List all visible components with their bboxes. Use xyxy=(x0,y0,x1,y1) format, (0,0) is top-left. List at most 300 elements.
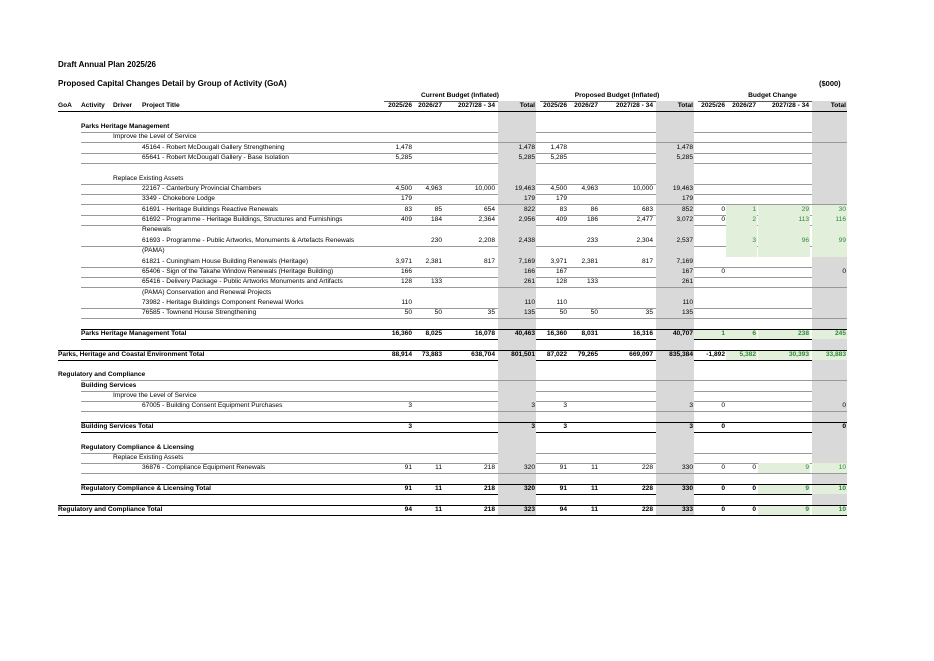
value-cell: 91 xyxy=(404,464,412,472)
project-title: 65641 - Robert McDougall Gallery - Base Isolation xyxy=(142,154,289,162)
value-cell: 3,072 xyxy=(656,215,694,225)
value-cell xyxy=(498,453,536,463)
value-cell: 133 xyxy=(586,278,598,286)
column-header: 2026/27 xyxy=(732,102,756,110)
value-cell: 94 xyxy=(559,505,567,513)
table-row xyxy=(58,298,847,308)
value-cell: 6 xyxy=(726,329,757,339)
value-cell: 3 xyxy=(408,423,412,430)
value-cell: 228 xyxy=(641,485,653,493)
value-cell: 218 xyxy=(483,464,495,472)
total-row xyxy=(58,484,847,494)
total-row xyxy=(58,422,847,432)
column-header: 2027/28 - 34 xyxy=(457,102,495,110)
table-row xyxy=(58,391,847,401)
value-cell: 852 xyxy=(656,205,694,215)
value-cell: 0 xyxy=(721,485,725,493)
project-title: 73982 - Heritage Buildings Component Renewal Works xyxy=(142,298,304,306)
value-cell: 11 xyxy=(435,485,442,493)
value-cell: 3 xyxy=(408,402,412,410)
value-cell: 1,478 xyxy=(498,143,536,153)
value-cell: 3 xyxy=(498,422,536,432)
total-label: Building Services Total xyxy=(81,423,154,430)
value-cell xyxy=(656,122,694,132)
group-current-budget: Current Budget (Inflated) xyxy=(384,91,536,102)
value-cell xyxy=(812,308,847,318)
group-label: Improve the Level of Service xyxy=(113,391,197,399)
value-cell xyxy=(656,432,694,442)
value-cell xyxy=(812,277,847,287)
value-cell: 3 xyxy=(656,422,694,432)
value-cell: 110 xyxy=(401,298,412,306)
value-cell xyxy=(758,246,810,256)
value-cell: 91 xyxy=(404,485,412,493)
value-cell xyxy=(498,174,536,184)
value-cell: 33,883 xyxy=(812,350,847,360)
value-cell: 135 xyxy=(656,308,694,318)
value-cell xyxy=(656,453,694,463)
value-cell xyxy=(812,174,847,184)
value-cell: 0 xyxy=(721,464,725,472)
value-cell: 3,971 xyxy=(395,257,412,265)
value-cell: 0 xyxy=(721,216,725,224)
column-header: 2026/27 xyxy=(418,102,442,110)
value-cell xyxy=(498,412,536,422)
value-cell xyxy=(498,132,536,142)
value-cell: 5,285 xyxy=(395,154,412,162)
value-cell: 184 xyxy=(430,216,442,224)
table-row xyxy=(58,225,847,235)
value-cell: 96 xyxy=(758,236,810,246)
value-cell: 91 xyxy=(559,464,567,472)
value-cell: 110 xyxy=(656,298,694,308)
column-header: 2027/28 - 34 xyxy=(771,102,809,110)
value-cell: 16,078 xyxy=(474,329,495,337)
project-title: 22167 - Canterbury Provincial Chambers xyxy=(142,185,262,193)
group-budget-change: Budget Change xyxy=(698,91,847,102)
value-cell: 11 xyxy=(591,464,598,472)
value-cell: 87,022 xyxy=(546,350,567,358)
value-cell: 10 xyxy=(812,505,847,515)
value-cell: 238 xyxy=(758,329,810,339)
value-cell xyxy=(656,288,694,298)
total-row xyxy=(58,505,847,515)
total-row xyxy=(58,329,847,339)
value-cell xyxy=(812,246,847,256)
value-cell xyxy=(812,184,847,194)
total-label: Regulatory Compliance & Licensing Total xyxy=(81,485,211,493)
value-cell xyxy=(656,163,694,173)
project-title: 61691 - Heritage Buildings Reactive Renewals xyxy=(142,205,278,213)
value-cell: 2,537 xyxy=(656,236,694,246)
value-cell xyxy=(498,474,536,484)
value-cell: 11 xyxy=(435,505,442,513)
table-row xyxy=(58,143,847,153)
unit-label: ($000) xyxy=(819,79,841,88)
column-header: Activity xyxy=(81,102,105,110)
value-cell: 113 xyxy=(758,215,810,225)
group-label: Building Services xyxy=(81,381,137,389)
value-cell: 10 xyxy=(812,484,847,494)
value-cell: 2,304 xyxy=(636,236,653,244)
value-cell: 30,393 xyxy=(758,350,810,360)
value-cell: 638,704 xyxy=(471,350,495,358)
value-cell: 0 xyxy=(812,267,847,277)
value-cell: 2 xyxy=(726,215,757,225)
value-cell: 0 xyxy=(752,485,756,493)
value-cell: 683 xyxy=(641,205,653,213)
value-cell: 50 xyxy=(404,309,412,317)
table-row xyxy=(58,463,847,473)
value-cell: -1,892 xyxy=(706,350,725,358)
column-header-row xyxy=(58,101,847,111)
value-cell: 11 xyxy=(591,485,598,493)
column-header: Total xyxy=(498,101,536,111)
project-title: 76585 - Townend House Strengthening xyxy=(142,309,257,317)
total-row xyxy=(58,350,847,360)
value-cell xyxy=(812,443,847,453)
value-cell: 40,707 xyxy=(656,329,694,339)
table-row xyxy=(58,308,847,318)
value-cell: 135 xyxy=(498,308,536,318)
value-cell xyxy=(656,370,694,380)
group-label: Regulatory and Compliance xyxy=(58,371,146,379)
total-label: Parks, Heritage and Coastal Environment Total xyxy=(58,350,205,358)
value-cell xyxy=(498,391,536,401)
value-cell: 79,265 xyxy=(577,350,598,358)
value-cell: 323 xyxy=(498,505,536,515)
value-cell: 3 xyxy=(563,402,567,410)
value-cell: 3,971 xyxy=(550,257,567,265)
value-cell: 261 xyxy=(656,277,694,287)
column-header: Driver xyxy=(113,102,133,110)
value-cell xyxy=(812,432,847,442)
spacer-row xyxy=(58,432,847,442)
value-cell xyxy=(758,225,810,235)
table-row xyxy=(58,267,847,277)
table-row xyxy=(58,174,847,184)
value-cell: 133 xyxy=(430,278,442,286)
value-cell: 7,169 xyxy=(498,257,536,267)
value-cell: 19,463 xyxy=(498,184,536,194)
value-cell: 320 xyxy=(498,463,536,473)
value-cell: 186 xyxy=(586,216,598,224)
value-cell xyxy=(726,225,757,235)
value-cell: 320 xyxy=(498,484,536,494)
value-cell: 669,097 xyxy=(629,350,653,358)
table-row xyxy=(58,453,847,463)
value-cell xyxy=(656,319,694,329)
value-cell: 2,381 xyxy=(425,257,442,265)
value-cell: 835,384 xyxy=(656,350,694,360)
value-cell xyxy=(498,381,536,391)
value-cell: 0 xyxy=(721,267,725,275)
spacer-row xyxy=(58,474,847,484)
value-cell xyxy=(812,370,847,380)
table-row xyxy=(58,381,847,391)
value-cell: 5,285 xyxy=(550,154,567,162)
value-cell xyxy=(656,225,694,235)
document-subtitle: Proposed Capital Changes Detail by Group of Activity (GoA) xyxy=(58,79,287,88)
value-cell: 333 xyxy=(656,505,694,515)
value-cell: 9 xyxy=(758,484,810,494)
value-cell: 40,463 xyxy=(498,329,536,339)
value-cell: 8,025 xyxy=(425,329,442,337)
value-cell: 2,438 xyxy=(498,236,536,246)
value-cell xyxy=(812,153,847,163)
value-cell: 30 xyxy=(812,205,847,215)
value-cell xyxy=(656,391,694,401)
spacer-row xyxy=(58,360,847,370)
document-title: Draft Annual Plan 2025/26 xyxy=(58,60,156,69)
value-cell xyxy=(726,246,757,256)
value-cell: 218 xyxy=(483,485,495,493)
value-cell: 83 xyxy=(404,205,412,213)
value-cell: 9 xyxy=(758,505,810,515)
column-header: 2025/26 xyxy=(701,102,725,110)
column-header: 2025/26 xyxy=(543,102,567,110)
value-cell: 0 xyxy=(721,423,725,430)
value-cell: 3 xyxy=(563,423,567,430)
value-cell: 16,360 xyxy=(546,329,567,337)
value-cell: 817 xyxy=(483,257,495,265)
value-cell: 50 xyxy=(559,309,567,317)
value-cell: 110 xyxy=(498,298,536,308)
table-row xyxy=(58,215,847,225)
value-cell: 5,382 xyxy=(726,350,757,360)
value-cell: 0 xyxy=(812,401,847,411)
value-cell: 245 xyxy=(812,329,847,339)
group-label: Improve the Level of Service xyxy=(113,133,197,141)
value-cell xyxy=(656,246,694,256)
value-cell: 179 xyxy=(555,195,567,203)
value-cell: 91 xyxy=(559,485,567,493)
value-cell: 822 xyxy=(498,205,536,215)
table-row xyxy=(58,257,847,267)
value-cell: 110 xyxy=(556,298,567,306)
column-header: 2025/26 xyxy=(388,102,412,110)
value-cell: 7,169 xyxy=(656,257,694,267)
value-cell: 10,000 xyxy=(632,185,653,193)
table-row xyxy=(58,205,847,215)
value-cell xyxy=(498,225,536,235)
column-header: 2026/27 xyxy=(574,102,598,110)
value-cell: 1 xyxy=(694,329,726,339)
project-title: (PAMA) Conservation and Renewal Projects xyxy=(142,288,272,296)
value-cell: 179 xyxy=(656,194,694,204)
project-title: 61692 - Programme - Heritage Buildings, Structures and Furnishings xyxy=(142,216,343,224)
value-cell: 1,478 xyxy=(395,143,412,151)
value-cell: 88,914 xyxy=(391,350,412,358)
table-row xyxy=(58,288,847,298)
value-cell xyxy=(656,360,694,370)
project-title: Renewals xyxy=(142,226,171,234)
value-cell xyxy=(812,391,847,401)
value-cell xyxy=(656,412,694,422)
value-cell: 179 xyxy=(498,194,536,204)
value-cell: 179 xyxy=(400,195,412,203)
value-cell: 3 xyxy=(726,236,757,246)
value-cell xyxy=(812,122,847,132)
spacer-row xyxy=(58,494,847,504)
table-row xyxy=(58,401,847,411)
value-cell: 86 xyxy=(590,205,598,213)
column-header: Project Title xyxy=(142,102,180,110)
value-cell: 801,501 xyxy=(498,350,536,360)
value-cell: 94 xyxy=(404,505,412,513)
value-cell: 11 xyxy=(591,505,598,513)
value-cell: 2,381 xyxy=(581,257,598,265)
value-cell xyxy=(812,143,847,153)
value-cell: 1 xyxy=(726,205,757,215)
project-title: (PAMA) xyxy=(142,247,165,255)
value-cell xyxy=(498,319,536,329)
value-cell xyxy=(498,122,536,132)
spacer-row xyxy=(58,112,847,122)
value-cell xyxy=(498,163,536,173)
value-cell: 73,883 xyxy=(421,350,442,358)
value-cell: 2,364 xyxy=(478,216,495,224)
value-cell: 0 xyxy=(721,402,725,410)
total-label: Regulatory and Compliance Total xyxy=(58,505,163,513)
project-title: 45164 - Robert McDougall Gallery Strengthening xyxy=(142,143,285,151)
value-cell xyxy=(498,339,536,349)
table-row xyxy=(58,236,847,246)
value-cell: 11 xyxy=(435,464,442,472)
value-cell: 2,956 xyxy=(498,215,536,225)
value-cell xyxy=(812,474,847,484)
column-header: Total xyxy=(656,101,694,111)
value-cell: 8,031 xyxy=(581,329,598,337)
value-cell: 128 xyxy=(400,278,412,286)
value-cell: 128 xyxy=(555,278,567,286)
value-cell: 0 xyxy=(812,422,847,432)
value-cell xyxy=(812,494,847,504)
value-cell: 261 xyxy=(498,277,536,287)
value-cell: 50 xyxy=(590,309,598,317)
value-cell: 0 xyxy=(752,505,756,513)
value-cell: 4,963 xyxy=(425,185,442,193)
value-cell: 10 xyxy=(812,463,847,473)
value-cell xyxy=(812,319,847,329)
value-cell: 116 xyxy=(812,215,847,225)
value-cell xyxy=(656,494,694,504)
spacer-row xyxy=(58,412,847,422)
project-title: 67005 - Building Consent Equipment Purchases xyxy=(142,402,283,410)
value-cell xyxy=(498,370,536,380)
value-cell xyxy=(498,443,536,453)
value-cell xyxy=(498,432,536,442)
table-row xyxy=(58,443,847,453)
value-cell xyxy=(812,225,847,235)
project-title: 3349 - Chokebore Lodge xyxy=(142,195,215,203)
column-header: GoA xyxy=(58,102,72,110)
table-row xyxy=(58,194,847,204)
value-cell xyxy=(656,174,694,184)
value-cell: 330 xyxy=(656,463,694,473)
value-cell: 1,478 xyxy=(656,143,694,153)
value-cell: 2,477 xyxy=(636,216,653,224)
value-cell: 85 xyxy=(434,205,442,213)
value-cell: 83 xyxy=(559,205,567,213)
spacer-row xyxy=(58,163,847,173)
value-cell: 2,208 xyxy=(478,236,495,244)
value-cell: 409 xyxy=(400,216,412,224)
value-cell: 228 xyxy=(641,505,653,513)
value-cell xyxy=(812,360,847,370)
value-cell: 228 xyxy=(641,464,653,472)
value-cell xyxy=(656,474,694,484)
value-cell: 29 xyxy=(758,205,810,215)
value-cell xyxy=(498,246,536,256)
value-cell xyxy=(812,112,847,122)
value-cell: 16,316 xyxy=(632,329,653,337)
value-cell xyxy=(812,412,847,422)
value-cell: 409 xyxy=(555,216,567,224)
value-cell: 99 xyxy=(812,236,847,246)
group-proposed-budget: Proposed Budget (Inflated) xyxy=(540,91,694,102)
value-cell: 4,500 xyxy=(550,185,567,193)
group-label: Replace Existing Assets xyxy=(113,454,184,462)
value-cell xyxy=(498,288,536,298)
value-cell xyxy=(812,257,847,267)
value-cell: 50 xyxy=(434,309,442,317)
value-cell: 654 xyxy=(483,205,495,213)
table-row xyxy=(58,153,847,163)
value-cell xyxy=(656,381,694,391)
project-title: 61693 - Programme - Public Artworks, Monuments & Artefacts Renewals xyxy=(142,236,355,244)
value-cell xyxy=(812,453,847,463)
spacer-row xyxy=(58,339,847,349)
table-row xyxy=(58,184,847,194)
value-cell: 10,000 xyxy=(474,185,495,193)
value-cell: 330 xyxy=(656,484,694,494)
group-label: Parks Heritage Management xyxy=(81,123,170,131)
group-label: Regulatory Compliance & Licensing xyxy=(81,443,194,451)
capital-changes-table xyxy=(58,91,847,515)
value-cell: 230 xyxy=(430,236,442,244)
table-row xyxy=(58,246,847,256)
value-cell: 166 xyxy=(400,267,412,275)
value-cell: 0 xyxy=(721,205,725,213)
value-cell: 218 xyxy=(483,505,495,513)
value-cell: 167 xyxy=(555,267,567,275)
value-cell xyxy=(812,298,847,308)
value-cell: 166 xyxy=(498,267,536,277)
value-cell xyxy=(812,163,847,173)
value-cell xyxy=(656,132,694,142)
value-cell xyxy=(656,339,694,349)
value-cell: 167 xyxy=(656,267,694,277)
value-cell xyxy=(812,339,847,349)
table-row xyxy=(58,132,847,142)
spacer-row xyxy=(58,319,847,329)
value-cell: 19,463 xyxy=(656,184,694,194)
value-cell: 4,963 xyxy=(581,185,598,193)
column-header: 2027/28 - 34 xyxy=(615,102,653,110)
table-row xyxy=(58,122,847,132)
value-cell: 233 xyxy=(586,236,598,244)
table-row xyxy=(58,370,847,380)
value-cell xyxy=(812,288,847,298)
value-cell: 9 xyxy=(758,463,810,473)
value-cell: 0 xyxy=(721,505,725,513)
project-title: 61821 - Cuningham House Building Renewals (Heritage) xyxy=(142,257,309,265)
value-cell: 1,478 xyxy=(550,143,567,151)
value-cell xyxy=(498,494,536,504)
value-cell xyxy=(656,112,694,122)
column-header: Total xyxy=(812,101,847,111)
